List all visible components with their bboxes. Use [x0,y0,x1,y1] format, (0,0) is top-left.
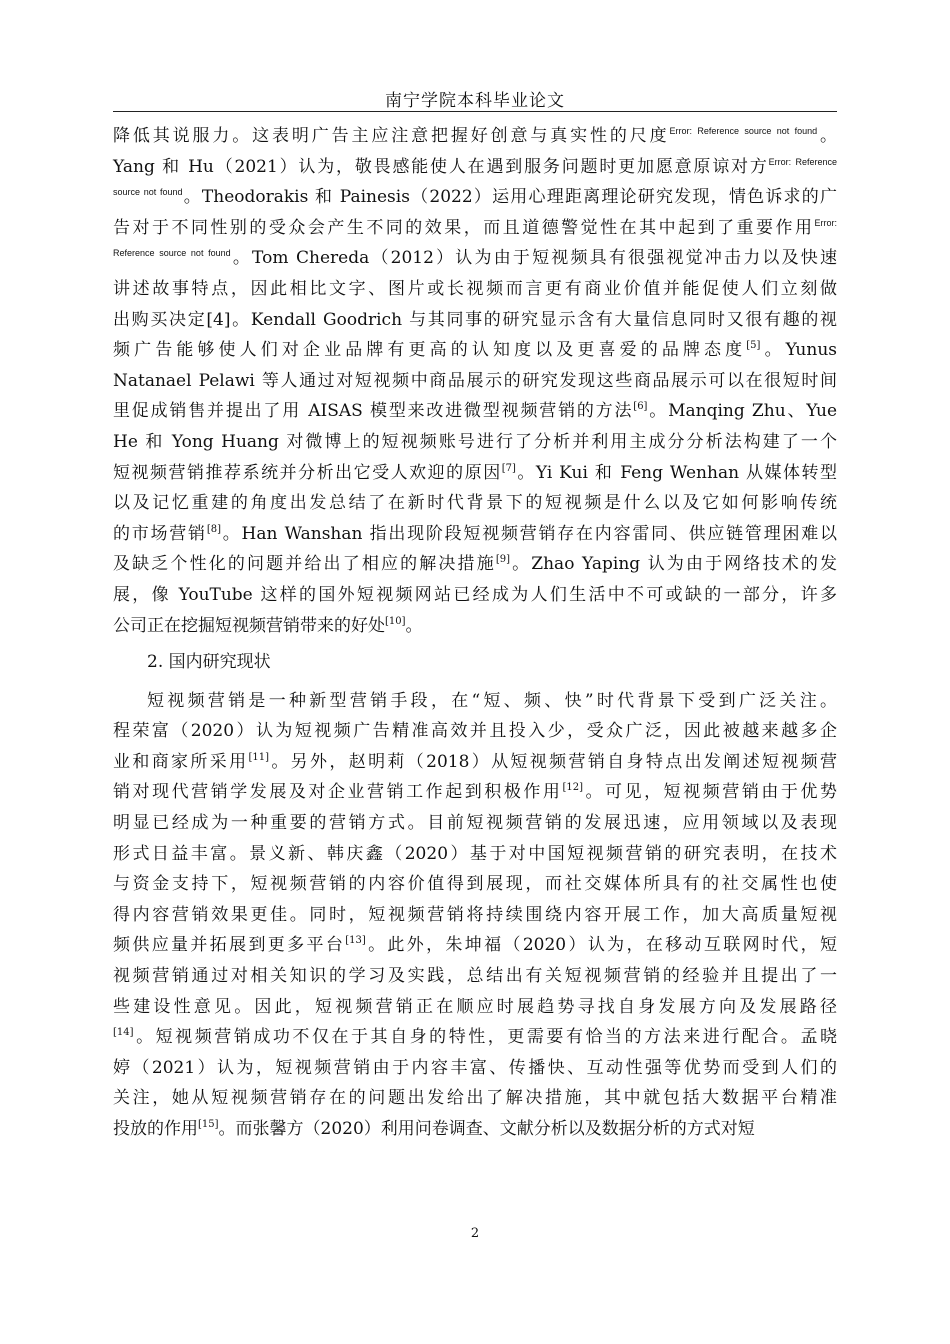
text-line [113,1114,837,1145]
header-rule [113,111,837,112]
line-text: 出购买决定[4]。Kendall Goodrich 与其同事的研究显示含有大量信息同时又很有趣的视 [113,309,837,330]
text-line [113,808,837,839]
line-text: 。Zhao Yaping 认为由于网络技术的发 [510,554,837,575]
line-text: He 和 Yong Huang 对微博上的短视频账号进行了分析并利用主成分分析法构建了一个 [113,431,837,452]
text-line [113,900,837,931]
text-line [113,992,837,1023]
citation-superscript: [14] [113,1027,134,1039]
citation-superscript: [5] [746,340,761,352]
text-line [113,716,837,747]
line-text: 些建设性意见。因此，短视频营销正在顺应时展趋势寻找自身发展方向及发展路径 [113,996,837,1017]
text-line [113,930,837,961]
line-text: 。另外，赵明莉（2018）从短视频营销自身特点出发阐述短视频营 [268,751,838,772]
section-heading: 2. 国内研究现状 [147,652,271,673]
text-line [113,961,837,992]
line-text: 关注，她从短视频营销存在的问题出发给出了解决措施，其中就包括大数据平台精准 [113,1088,837,1109]
text-line [113,1053,837,1084]
line-text: 告对于不同性别的受众会产生不同的效果，而且道德警觉性在其中起到了重要作用 [113,217,815,238]
paragraph-foreign-research [113,121,837,641]
text-line [113,121,837,152]
running-header: 南宁学院本科毕业论文 [385,91,565,111]
page-number: 2 [470,1226,480,1241]
line-text: 。 [817,126,838,146]
text-line [113,1083,837,1114]
line-text: 频广告能够使人们对企业品牌有更高的认知度以及更喜爱的品牌态度 [113,340,747,361]
citation-superscript: [15] [198,1119,219,1130]
line-text: Natanael Pelawi 等人通过对短视频中商品展示的研究发现这些商品展示可以在很短时间 [113,370,837,391]
line-text: 婷（2021）认为，短视频营销由于内容丰富、传播快、互动性强等优势而受到人们的 [113,1057,837,1078]
line-text: 得内容营销效果更佳。同时，短视频营销将持续围绕内容开展工作，加大高质量短视 [113,904,837,925]
line-text: 与资金支持下，短视频营销的内容价值得到展现，而社交媒体所具有的社交属性也使 [113,874,837,895]
line-text: 的市场营销 [113,523,207,544]
text-line [113,747,837,778]
text-line [113,305,837,336]
paragraph-domestic-research [113,686,837,1145]
line-text: 及缺乏个性化的问题并给出了相应的解决措施 [113,554,496,575]
line-text: 降低其说服力。这表明广告主应注意把握好创意与真实性的尺度 [113,126,670,146]
line-text: 。Yunus [760,340,837,361]
text-line [113,611,837,642]
line-text: 形式日益丰富。景义新、韩庆鑫（2020）基于对中国短视频营销的研究表明，在技术 [113,843,837,864]
line-text: 。此外，朱坤福（2020）认为，在移动互联网时代，短 [365,935,838,956]
line-text: 销对现代营销学发展及对企业营销工作起到积极作用 [113,782,563,803]
reference-error-note: Error: [814,217,837,228]
text-line [113,396,837,427]
line-text: Yang 和 Hu（2021）认为，敬畏感能使人在遇到服务问题时更加愿意原谅对方 [113,156,769,177]
text-line [113,839,837,870]
citation-superscript: [8] [206,523,221,535]
line-text: 。可见，短视频营销由于优势 [582,782,837,803]
line-text: 明显已经成为一种重要的营销方式。目前短视频营销的发展迅速，应用领域以及表现 [113,813,837,834]
line-text: 以及记忆重建的角度出发总结了在新时代背景下的短视频是什么以及它如何影响传统 [113,493,837,514]
line-text: 展，像 YouTube 这样的国外短视频网站已经成为人们生活中不可或缺的一部分，许多 [113,584,837,605]
citation-superscript: [12] [562,782,583,794]
line-text: 。Yi Kui 和 Feng Wenhan 从媒体转型 [515,462,837,483]
text-line [113,335,837,366]
text-line [113,488,837,519]
text-line [113,580,837,611]
line-text: 频供应量并拓展到更多平台 [113,935,346,956]
line-text: 公司正在挖掘短视频营销带来的好处 [113,615,385,636]
text-line [113,213,837,244]
citation-superscript: [7] [501,462,516,474]
text-line [113,427,837,458]
text-line [113,243,837,274]
line-text: 投放的作用 [113,1119,198,1139]
text-line [113,152,837,183]
citation-superscript: [11] [248,751,269,763]
text-line [113,182,837,213]
text-line [113,274,837,305]
reference-error-note: Error: Reference source not found [669,126,818,136]
citation-superscript: [10] [385,615,406,627]
text-line [113,366,837,397]
line-text: 短视频营销是一种新型营销手段，在“短、频、快”时代背景下受到广泛关注。 [147,690,837,711]
line-text: 业和商家所采用 [113,751,249,772]
text-line [113,777,837,808]
line-text: 。而张馨方（2020）利用问卷调查、文献分析以及数据分析的方式对短 [218,1119,755,1139]
line-text: 程荣富（2020）认为短视频广告精准高效并且投入少，受众广泛，因此被越来越多企 [113,721,837,742]
citation-superscript: [6] [633,401,648,413]
text-line [113,686,837,717]
line-text: 里促成销售并提出了用 AISAS 模型来改进微型视频营销的方法 [113,401,634,422]
text-line [113,519,837,550]
line-text: 短视频营销推荐系统并分析出它受人欢迎的原因 [113,462,502,483]
text-line [113,869,837,900]
reference-error-note: source not found [113,187,183,198]
reference-error-note: Reference source not found [113,248,231,259]
reference-error-note: Error: Reference [768,156,837,167]
line-text: 。短视频营销成功不仅在于其自身的特性，更需要有恰当的方法来进行配合。孟晓 [133,1027,837,1048]
text-line [113,549,837,580]
line-text: 。Theodorakis 和 Painesis（2022）运用心理距离理论研究发现，情色诉求的广 [182,187,837,208]
line-text: 讲述故事特点，因此相比文字、图片或长视频而言更有商业价值并能促使人们立刻做 [113,278,837,299]
line-text: 。Han Wanshan 指出现阶段短视频营销存在内容雷同、供应链管理困难以 [221,523,837,544]
text-line [113,458,837,489]
line-text: 视频营销通过对相关知识的学习及实践，总结出有关短视频营销的经验并且提出了一 [113,966,837,987]
text-line [113,1022,837,1053]
line-text: 。Manqing Zhu、Yue [647,401,837,422]
line-text: 。Tom Chereda（2012）认为由于短视频具有很强视觉冲击力以及快速 [230,248,838,269]
citation-superscript: [13] [345,935,366,947]
citation-superscript: [9] [495,554,511,566]
line-text: 。 [405,615,423,636]
page-body [113,121,837,1145]
